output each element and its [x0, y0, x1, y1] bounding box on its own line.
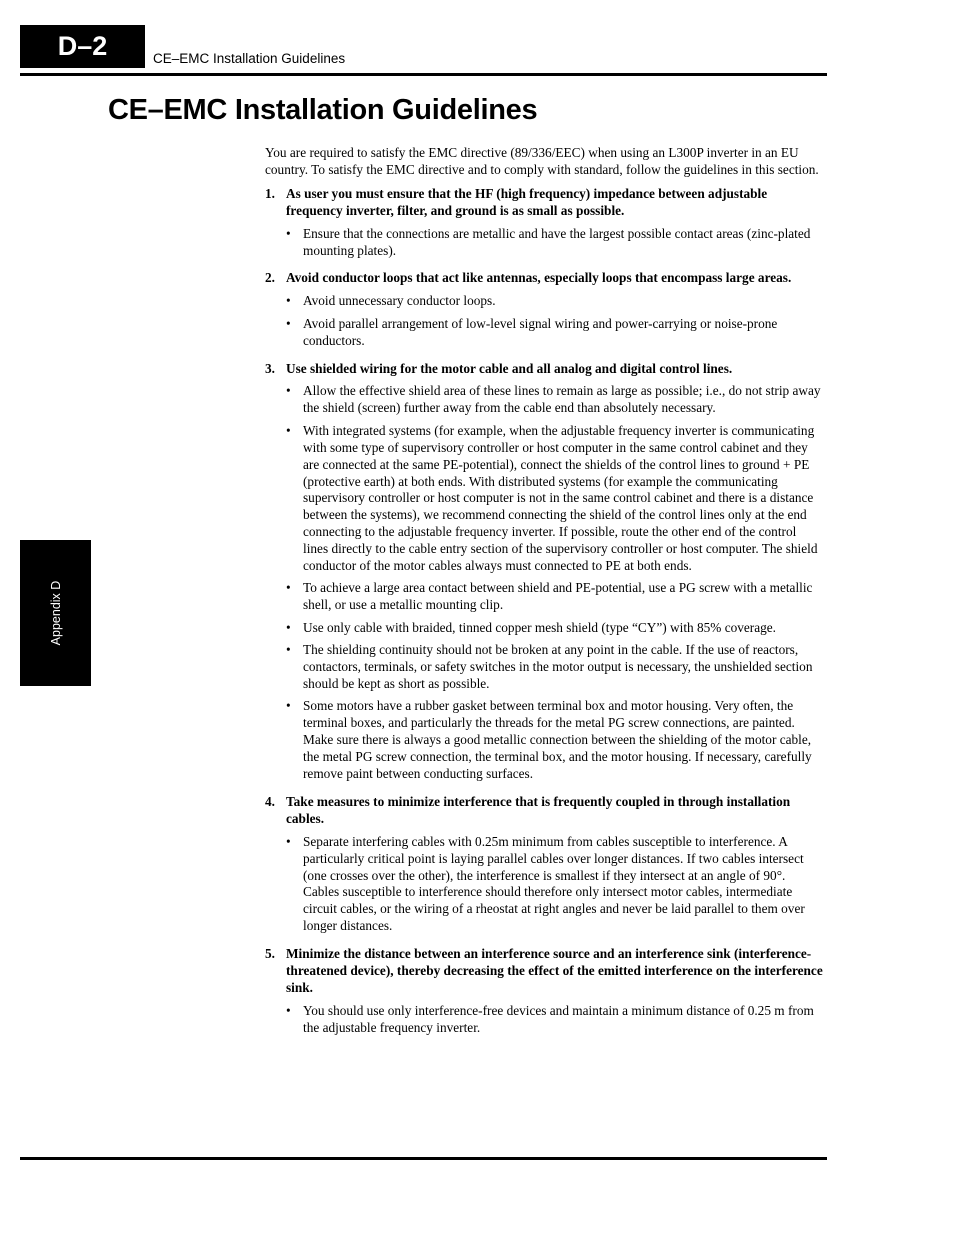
step-heading: Use shielded wiring for the motor cable and all analog and digital control lines. — [286, 360, 733, 376]
bullet-icon: • — [286, 580, 291, 596]
bullet-item: • Use only cable with braided, tinned copper mesh shield (type “CY”) with 85% coverage. — [286, 619, 777, 635]
bullet-item: • With integrated systems (for example, when the adjustable frequency inverter is communicating with some type of supervisory controller or host computer in the same control cabinet and they are connected at the same PE-potential), connect the shields of the control lines to ground + PE (protective earth) at both ends. With distributed systems (for example the communicating supervisory controller or host computer is not in the same control cabinet and there is a distance between the systems), we recommend connecting the shield of the control lines only at the end connecting to the adjustable frequency inverter. If possible, route the other end of the control lines directly to the cable entry section of the supervisory controller or host computer. The shield conductor of the motor cables always must connected to PE at both ends. — [286, 422, 818, 574]
step-heading: As user you must ensure that the HF (high frequency) impedance between adjustable frequency inverter, filter, and ground is as small as possible. — [286, 185, 768, 218]
step-number: 2. — [265, 270, 275, 286]
bullet-list — [286, 1003, 823, 1037]
bullet-item: • To achieve a large area contact between shield and PE-potential, use a PG screw with a metallic shell, or use a metallic mounting clip. — [286, 580, 813, 613]
step-number: 3. — [265, 360, 275, 376]
bullet-item: • Avoid unnecessary conductor loops. — [286, 293, 496, 309]
footer-rule — [20, 1157, 827, 1160]
page-number-tab: D–2 — [20, 25, 145, 68]
step-heading: Avoid conductor loops that act like antennas, especially loops that encompass large areas. — [286, 270, 792, 286]
bullet-icon: • — [286, 1002, 291, 1018]
bullet-item: • Avoid parallel arrangement of low-level signal wiring and power-carrying or noise-prone conductors. — [286, 315, 778, 348]
bullet-icon: • — [286, 293, 291, 309]
bullet-item: • The shielding continuity should not be broken at any point in the cable. If the use of reactors, contactors, terminals, or safety switches in the motor output is necessary, the unshielded section should be kept as short as possible. — [286, 642, 813, 691]
header-rule — [20, 73, 827, 76]
bullet-icon: • — [286, 383, 291, 399]
step-heading: Minimize the distance between an interference source and an interference sink (interference-threatened device), thereby decreasing the effect of the emitted interference on the interference sink. — [286, 946, 823, 995]
bullet-icon: • — [286, 642, 291, 658]
guideline-step — [265, 946, 823, 997]
step-heading: Take measures to minimize interference that is frequently coupled in through installation cables. — [286, 793, 791, 826]
intro-paragraph: You are required to satisfy the EMC directive (89/336/EEC) when using an L300P inverter in an EU country. To satisfy the EMC directive and to comply with standard, follow the guidelines in this section. — [265, 145, 819, 177]
bullet-icon: • — [286, 619, 291, 635]
appendix-side-tab — [20, 540, 91, 686]
body-content — [265, 145, 823, 1048]
bullet-item: • Some motors have a rubber gasket between terminal box and motor housing. Very often, the terminal boxes, and particularly the threads for the metal PG screw connections, are painted. Make sure there is always a good metallic connection between the shielding of the motor cable, the metal PG screw connection, the terminal box, and the motor housing. If necessary, carefully remove paint between conducting surfaces. — [286, 698, 812, 781]
bullet-icon: • — [286, 225, 291, 241]
guideline-step — [265, 186, 823, 220]
bullet-list — [286, 383, 823, 782]
guideline-step — [265, 794, 823, 828]
bullet-icon: • — [286, 315, 291, 331]
bullet-icon: • — [286, 833, 291, 849]
bullet-item: • Allow the effective shield area of these lines to remain as large as possible; i.e., do not strip away the shield (screen) further away from the cable end than absolutely necessary. — [286, 383, 821, 416]
guideline-step — [265, 361, 823, 378]
step-number: 1. — [265, 185, 275, 201]
bullet-icon: • — [286, 422, 291, 438]
bullet-item: • Ensure that the connections are metallic and have the largest possible contact areas (zinc-plated mounting plates). — [286, 225, 811, 258]
guideline-step — [265, 270, 823, 287]
step-number: 4. — [265, 793, 275, 809]
bullet-icon: • — [286, 698, 291, 714]
bullet-list — [286, 834, 823, 935]
appendix-side-tab-label: Appendix D — [48, 580, 63, 646]
bullet-list — [286, 293, 823, 349]
bullet-list — [286, 226, 823, 260]
page-title: CE–EMC Installation Guidelines — [108, 94, 538, 126]
bullet-item: • You should use only interference-free devices and maintain a minimum distance of 0.25 m from the adjustable frequency inverter. — [286, 1002, 814, 1035]
step-number: 5. — [265, 946, 275, 962]
bullet-item: • Separate interfering cables with 0.25m minimum from cables susceptible to interference. A particularly critical point is laying parallel cables over longer distances. If two cables intersect (one crosses over the other), the interference is smallest if they intersect at an angle of 90°. Cables susceptible to interference should therefore only intersect motor cables, intermediate circuit cables, or the wiring of a rheostat at right angles and never be laid parallel to them over longer distances. — [286, 833, 805, 934]
running-header: CE–EMC Installation Guidelines — [153, 51, 346, 66]
